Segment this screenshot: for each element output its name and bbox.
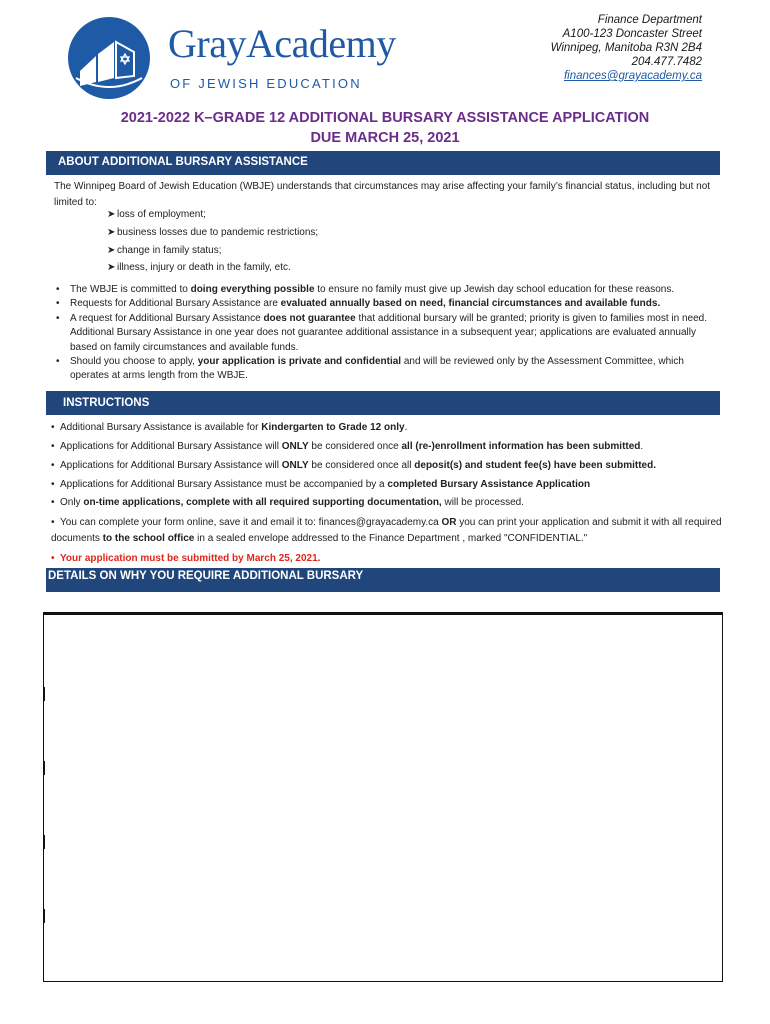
address-street: A100-123 Doncaster Street: [562, 28, 702, 40]
arrow-bullet-icon: ➤: [107, 262, 116, 273]
instructions-section-header: INSTRUCTIONS: [46, 391, 720, 415]
address-email-link[interactable]: finances@grayacademy.ca: [563, 70, 702, 82]
field-divider: [44, 687, 45, 701]
arrow-bullet-icon: ➤: [107, 245, 116, 256]
field-divider: [44, 909, 45, 923]
about-bullet: • A request for Additional Bursary Assistance does not guarantee that additional bursary will be granted; priority is given to families most in need. Additional Bursary Assistance in one year does not guarantee additional assistance in a subsequent year; applications are evaluated annually based on family circumstances and available funds.: [54, 312, 720, 355]
field-divider: [44, 761, 45, 775]
gray-academy-logo: [66, 16, 406, 100]
finance-address: [551, 13, 702, 83]
address-city: Winnipeg, Manitoba R3N 2B4: [550, 42, 702, 54]
details-answer-field[interactable]: [43, 612, 723, 982]
deadline-notice: • Your application must be submitted by March 25, 2021.: [51, 553, 321, 564]
instruction-item: • Applications for Additional Bursary Assistance must be accompanied by a completed Bursary Assistance Application: [51, 479, 591, 490]
instruction-item: • Applications for Additional Bursary Assistance will ONLY be considered once all (re-)enrollment information has been submitted.: [51, 441, 644, 452]
about-bullet: • Should you choose to apply, your application is private and confidential and will be reviewed only by the Assessment Committee, which operates at arms length from the WBJE.: [54, 355, 720, 384]
instruction-item: • Applications for Additional Bursary Assistance will ONLY be considered once all deposit(s) and student fee(s) have been submitted.: [51, 460, 656, 471]
about-intro-text: The Winnipeg Board of Jewish Education (WBJE) understands that circumstances may arise affecting your family’s financial status, including but not limited to:: [54, 181, 711, 208]
reason-item: ➤ change in family status;: [107, 245, 222, 256]
document-due-date: DUE MARCH 25, 2021: [310, 130, 460, 146]
about-bullet-list: [54, 283, 720, 384]
address-department: Finance Department: [597, 14, 702, 26]
instruction-item: • Only on-time applications, complete with all required supporting documentation, will be processed.: [51, 497, 524, 508]
academy-emblem-icon: [66, 16, 152, 100]
reason-item: ➤ illness, injury or death in the family, etc.: [107, 262, 291, 273]
document-title: 2021-2022 K–GRADE 12 ADDITIONAL BURSARY ASSISTANCE APPLICATION: [120, 110, 650, 126]
about-bullet: • Requests for Additional Bursary Assistance are evaluated annually based on need, financial circumstances and available funds.: [54, 297, 720, 311]
details-section-header: DETAILS ON WHY YOU REQUIRE ADDITIONAL BURSARY: [46, 568, 720, 592]
field-divider: [44, 835, 45, 849]
arrow-bullet-icon: ➤: [107, 227, 116, 238]
academy-name: GrayAcademy: [168, 21, 396, 66]
arrow-bullet-icon: ➤: [107, 209, 116, 220]
about-section-header: ABOUT ADDITIONAL BURSARY ASSISTANCE: [46, 151, 720, 175]
about-bullet: • The WBJE is committed to doing everything possible to ensure no family must give up Jewish day school education for these reasons.: [54, 283, 720, 297]
reason-item: ➤ loss of employment;: [107, 209, 206, 220]
reason-item: ➤ business losses due to pandemic restrictions;: [107, 227, 319, 238]
address-phone: 204.477.7482: [631, 56, 702, 68]
instruction-item: • Additional Bursary Assistance is available for Kindergarten to Grade 12 only.: [51, 422, 408, 433]
academy-subtitle: OF JEWISH EDUCATION: [170, 76, 362, 91]
instruction-item: • You can complete your form online, save it and email it to: finances@grayacademy.ca OR you can print your application and submit it with all required documents to the school office in a sealed envelope addressed to the Finance Department , marked "CONFIDENTIAL.": [51, 517, 722, 544]
